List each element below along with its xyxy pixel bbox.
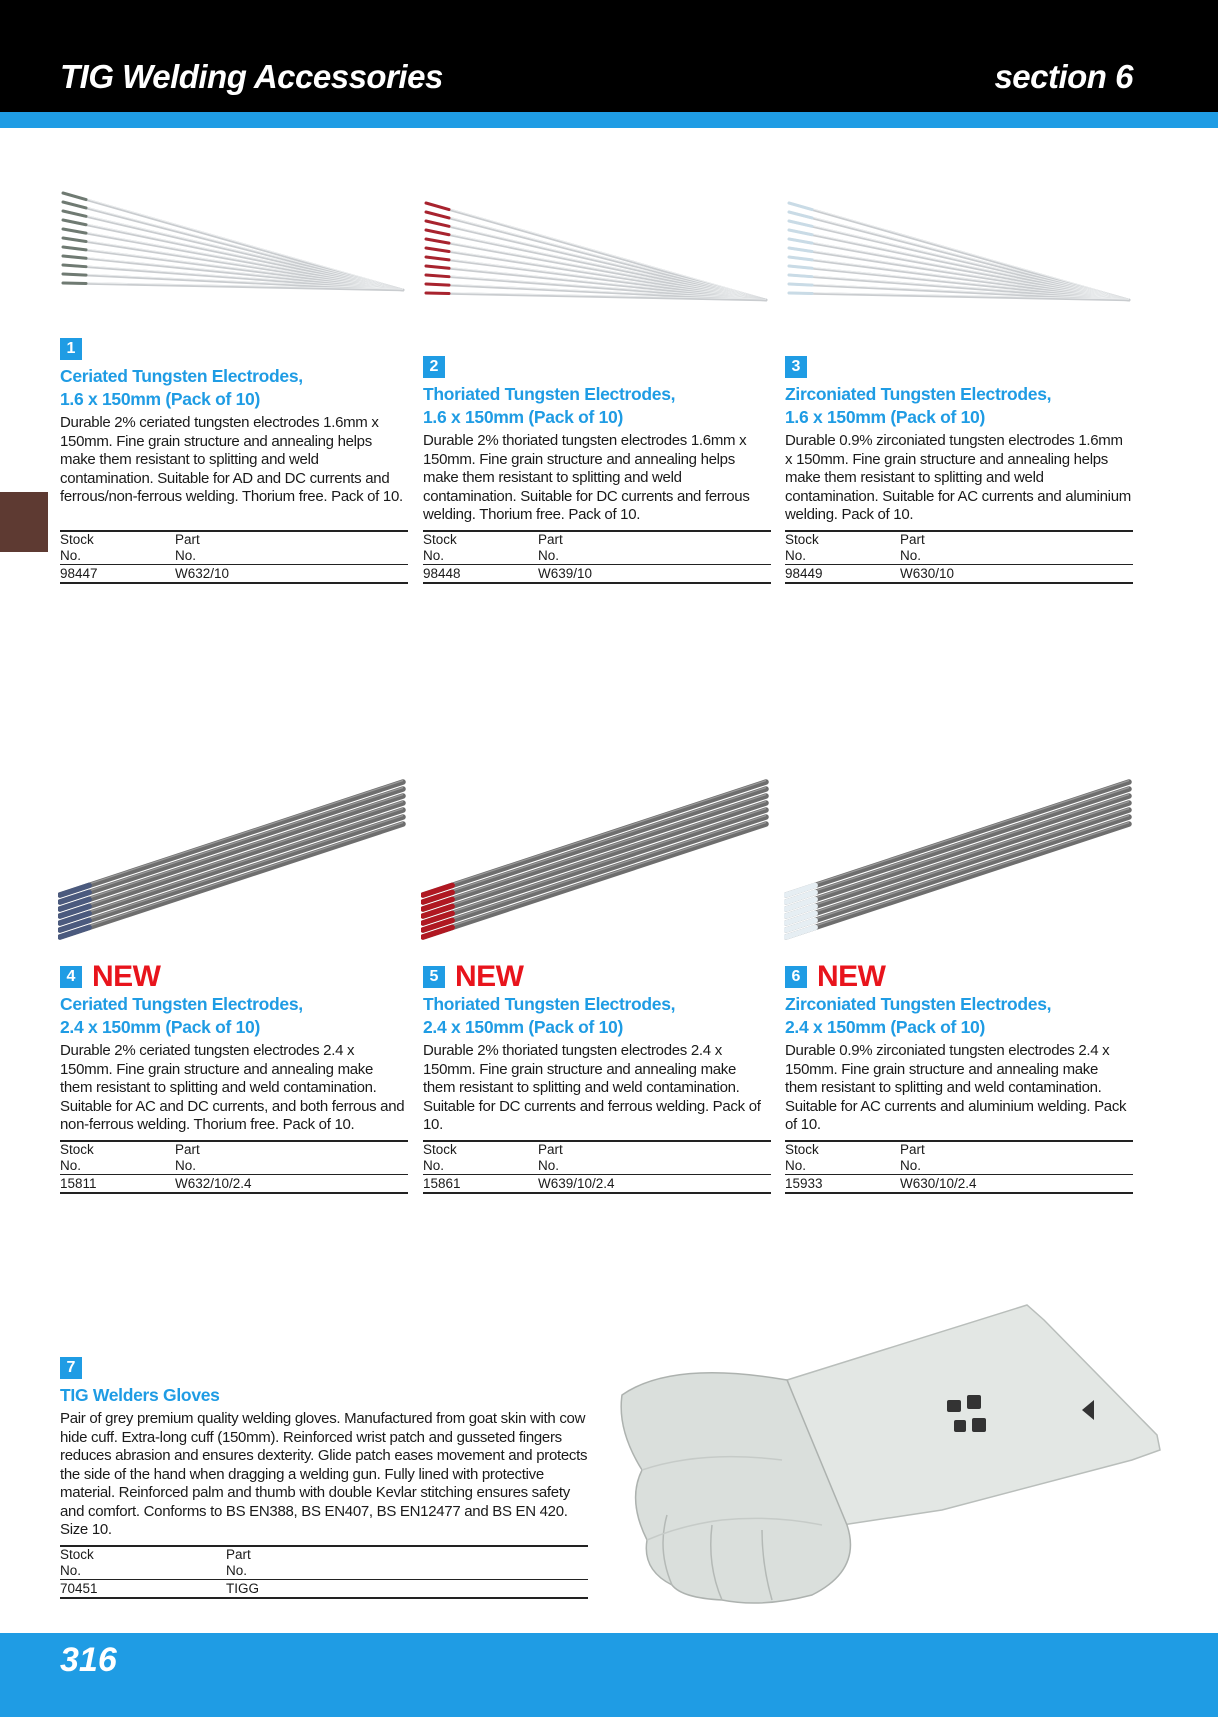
stock-header-no: No. <box>423 1158 445 1173</box>
product-number-badge: 5 <box>423 966 445 988</box>
product-title-size: 1.6 x 150mm (Pack of 10) <box>423 407 623 427</box>
product-title-size: 1.6 x 150mm (Pack of 10) <box>60 389 260 409</box>
electrode-fan-image-3 <box>784 195 1134 310</box>
page-number: 316 <box>60 1641 117 1679</box>
product-number-badge: 2 <box>423 356 445 378</box>
header-stripe <box>0 112 1218 128</box>
section-label: section 6 <box>994 58 1133 95</box>
stock-number: 15861 <box>423 1175 538 1194</box>
part-header-no: No. <box>900 1158 922 1173</box>
product-number-badge: 4 <box>60 966 82 988</box>
part-number: TIGG <box>226 1580 588 1599</box>
part-header-no: No. <box>175 548 197 563</box>
electrode-bundle-image-6 <box>784 770 1134 940</box>
part-header-no: No. <box>900 548 922 563</box>
part-number: W632/10/2.4 <box>175 1175 408 1194</box>
page-title: TIG Welding Accessories <box>60 58 443 95</box>
part-header: Part <box>175 532 200 547</box>
stock-number: 15811 <box>60 1175 175 1194</box>
part-header: Part <box>226 1547 251 1562</box>
part-header: Part <box>538 1142 563 1157</box>
product-number-badge: 1 <box>60 338 82 360</box>
stock-header: Stock <box>60 532 94 547</box>
product-title: Ceriated Tungsten Electrodes, <box>60 994 303 1014</box>
part-number: W639/10 <box>538 565 771 584</box>
stock-header: Stock <box>785 1142 819 1157</box>
part-header-no: No. <box>175 1158 197 1173</box>
part-header-no: No. <box>538 548 560 563</box>
stock-number: 98447 <box>60 565 175 584</box>
stock-header: Stock <box>423 532 457 547</box>
product-title: Ceriated Tungsten Electrodes, <box>60 366 303 386</box>
stock-number: 98448 <box>423 565 538 584</box>
product-description: Pair of grey premium quality welding gloves. Manufactured from goat skin with cow hide cuff. Extra-long cuff (150mm). Reinforced wrist patch and gusseted fingers reduces abrasion and ensures dexterity. Glide patch eases movement and protects the side of the hand when dragging a welding gun. Fully lined with protective material. Reinforced palm and thumb with double Kevlar stitching ensures safety and comfort. Conforms to BS EN388, BS EN407, BS EN12477 and BS EN 420. Size 10. <box>60 1410 588 1538</box>
new-badge: NEW <box>455 960 524 993</box>
product-number-badge: 3 <box>785 356 807 378</box>
product-5 <box>423 960 771 1194</box>
product-7 <box>60 1356 588 1599</box>
stock-header: Stock <box>60 1142 94 1157</box>
electrode-fan-image-2 <box>421 195 771 310</box>
product-description: Durable 2% ceriated tungsten electrodes 1.6mm x 150mm. Fine grain structure and annealing helps make them resistant to splitting and weld contamination. Suitable for AD and DC currents and ferrous/non-ferrous welding. Thorium free. Pack of 10. <box>60 414 403 505</box>
stock-header: Stock <box>785 532 819 547</box>
stock-number: 98449 <box>785 565 900 584</box>
part-header-no: No. <box>538 1158 560 1173</box>
product-2 <box>423 355 771 584</box>
product-title-size: 1.6 x 150mm (Pack of 10) <box>785 407 985 427</box>
stock-header: Stock <box>423 1142 457 1157</box>
product-title: Zirconiated Tungsten Electrodes, <box>785 384 1052 404</box>
spec-table <box>785 530 1133 584</box>
product-title-size: 2.4 x 150mm (Pack of 10) <box>60 1017 260 1037</box>
stock-number: 15933 <box>785 1175 900 1194</box>
part-number: W639/10/2.4 <box>538 1175 771 1194</box>
stock-header-no: No. <box>423 548 445 563</box>
stock-header: Stock <box>60 1547 94 1562</box>
product-title: Zirconiated Tungsten Electrodes, <box>785 994 1052 1014</box>
product-description: Durable 2% thoriated tungsten electrodes 2.4 x 150mm. Fine grain structure and annealing make them resistant to splitting and weld contamination. Suitable for DC currents and ferrous welding. Pack of 10. <box>423 1042 761 1133</box>
stock-header-no: No. <box>785 548 807 563</box>
product-title-size: 2.4 x 150mm (Pack of 10) <box>785 1017 985 1037</box>
spec-table <box>60 1140 408 1194</box>
electrode-bundle-image-4 <box>58 770 408 940</box>
part-header-no: No. <box>226 1563 248 1578</box>
product-1 <box>60 337 408 584</box>
electrode-fan-image-1 <box>58 185 408 305</box>
spec-table <box>785 1140 1133 1194</box>
product-3 <box>785 355 1133 584</box>
product-title: Thoriated Tungsten Electrodes, <box>423 384 676 404</box>
stock-header-no: No. <box>785 1158 807 1173</box>
product-title-size: 2.4 x 150mm (Pack of 10) <box>423 1017 623 1037</box>
part-number: W632/10 <box>175 565 408 584</box>
spec-table <box>60 1545 588 1599</box>
product-description: Durable 0.9% zirconiated tungsten electrodes 1.6mm x 150mm. Fine grain structure and annealing helps make them resistant to splitting and weld contamination. Suitable for AC currents and aluminium welding. Pack of 10. <box>785 432 1131 523</box>
part-header: Part <box>900 1142 925 1157</box>
spec-table <box>60 530 408 584</box>
part-number: W630/10 <box>900 565 1133 584</box>
welding-glove-image <box>612 1300 1162 1610</box>
product-number-badge: 7 <box>60 1357 82 1379</box>
part-header: Part <box>175 1142 200 1157</box>
spec-table <box>423 1140 771 1194</box>
section-side-tab <box>0 492 48 552</box>
new-badge: NEW <box>92 960 161 993</box>
product-description: Durable 2% thoriated tungsten electrodes 1.6mm x 150mm. Fine grain structure and annealing helps make them resistant to splitting and weld contamination. Suitable for DC currents and ferrous welding. Thorium free. Pack of 10. <box>423 432 750 523</box>
stock-number: 70451 <box>60 1580 226 1599</box>
new-badge: NEW <box>817 960 886 993</box>
electrode-bundle-image-5 <box>421 770 771 940</box>
product-description: Durable 0.9% zirconiated tungsten electrodes 2.4 x 150mm. Fine grain structure and annealing make them resistant to splitting and weld contamination. Suitable for AC currents and aluminium welding. Pack of 10. <box>785 1042 1127 1133</box>
page-footer <box>0 1633 1218 1717</box>
product-6 <box>785 960 1133 1194</box>
product-description: Durable 2% ceriated tungsten electrodes 2.4 x 150mm. Fine grain structure and annealing make them resistant to splitting and weld contamination. Suitable for AC and DC currents, and both ferrous and non-ferrous welding. Thorium free. Pack of 10. <box>60 1042 405 1133</box>
stock-header-no: No. <box>60 1563 82 1578</box>
product-title: Thoriated Tungsten Electrodes, <box>423 994 676 1014</box>
spec-table <box>423 530 771 584</box>
stock-header-no: No. <box>60 548 82 563</box>
product-title: TIG Welders Gloves <box>60 1385 220 1405</box>
part-header: Part <box>900 532 925 547</box>
part-header: Part <box>538 532 563 547</box>
part-number: W630/10/2.4 <box>900 1175 1133 1194</box>
product-4 <box>60 960 408 1194</box>
stock-header-no: No. <box>60 1158 82 1173</box>
product-number-badge: 6 <box>785 966 807 988</box>
